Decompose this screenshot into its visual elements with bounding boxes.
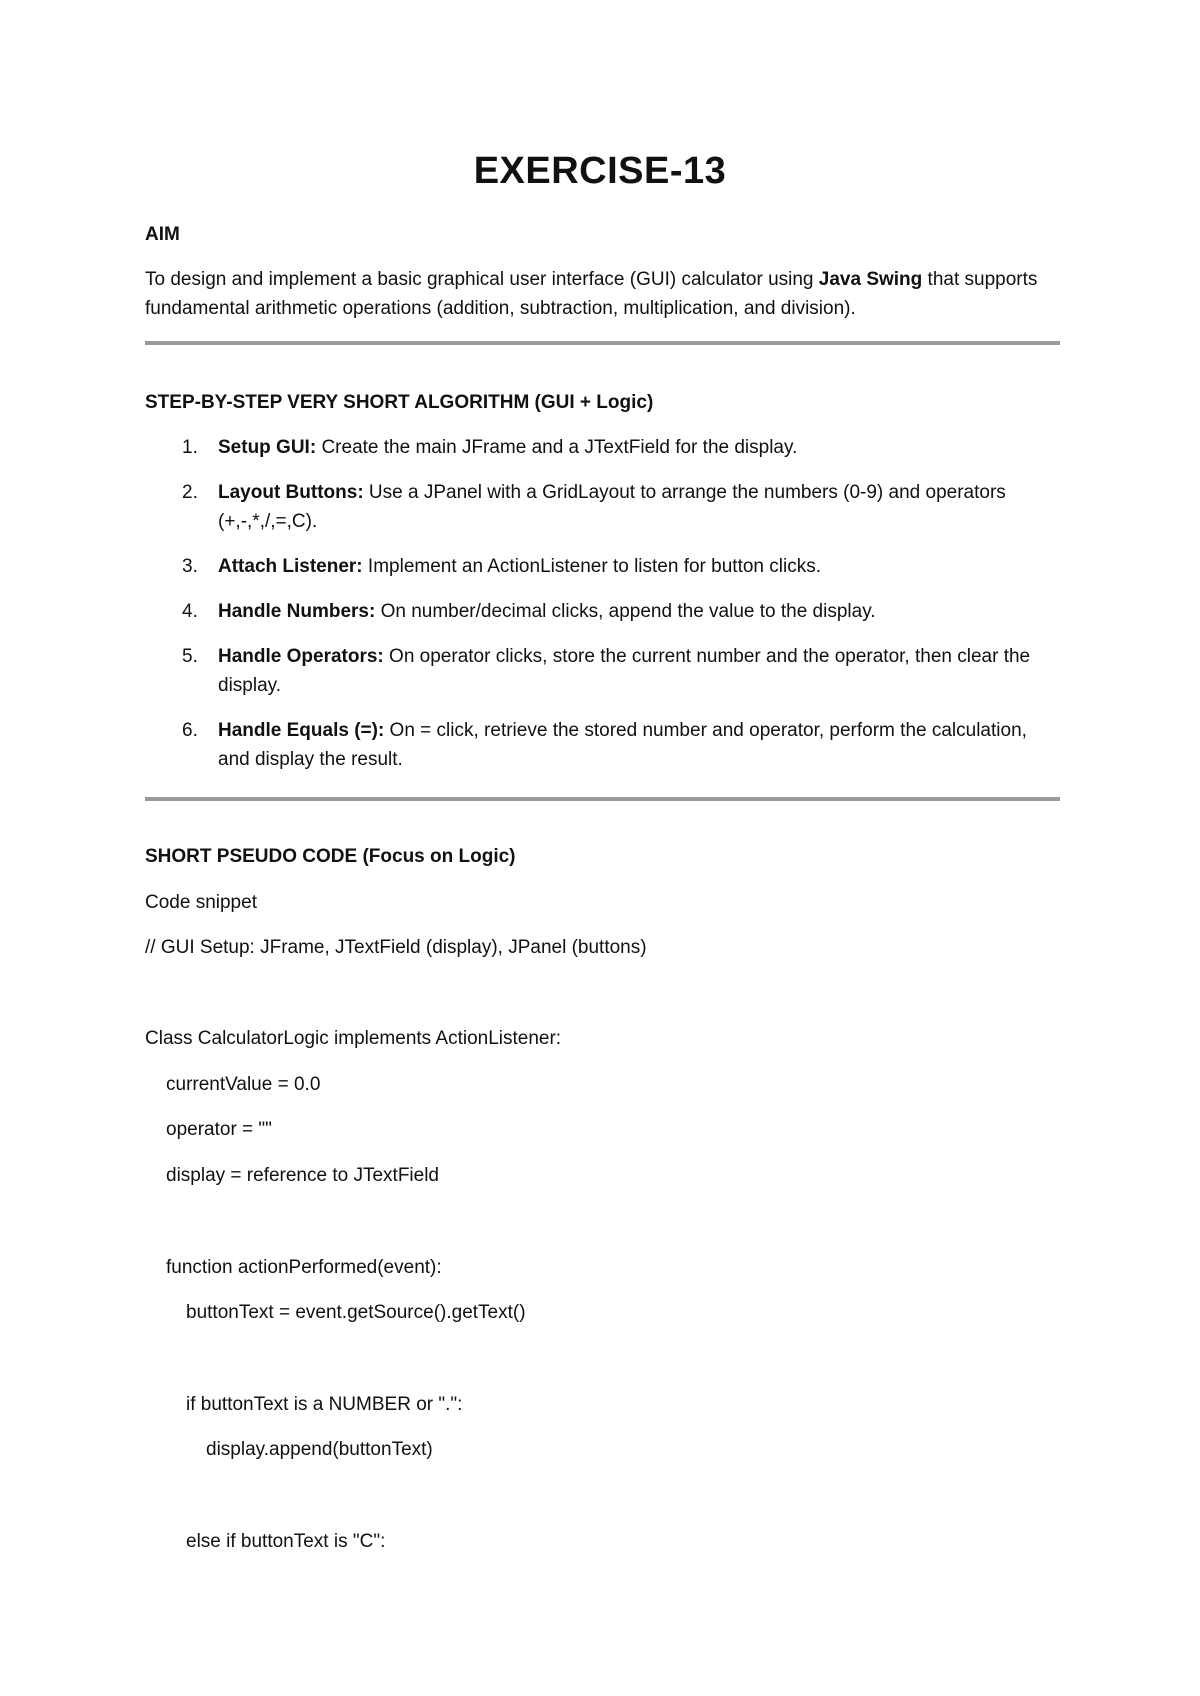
step-number: 1. — [182, 437, 198, 458]
step-text: Use a JPanel with a GridLayout to arrange the numbers (0-9) and operators (+,-,*,/,=,C). — [218, 482, 1006, 532]
pseudocode-heading: SHORT PSEUDO CODE (Focus on Logic) — [145, 846, 516, 867]
step-title: Setup GUI: — [218, 437, 317, 458]
algorithm-step — [145, 478, 1060, 536]
code-line: else if buttonText is "C": — [186, 1531, 386, 1552]
algorithm-heading: STEP-BY-STEP VERY SHORT ALGORITHM (GUI + Logic) — [145, 392, 654, 413]
code-line: display = reference to JTextField — [166, 1165, 439, 1186]
code-line: Class CalculatorLogic implements ActionListener: — [145, 1028, 562, 1049]
algorithm-step — [145, 433, 1060, 462]
step-title: Attach Listener: — [218, 556, 363, 577]
code-snippet-label: Code snippet — [145, 892, 257, 913]
code-line: operator = "" — [166, 1119, 272, 1140]
code-line: display.append(buttonText) — [206, 1439, 433, 1460]
step-number: 3. — [182, 556, 198, 577]
algorithm-step — [145, 716, 1060, 774]
step-text: Implement an ActionListener to listen for button clicks. — [362, 556, 821, 577]
aim-paragraph — [145, 265, 1055, 323]
code-line: if buttonText is a NUMBER or ".": — [186, 1394, 463, 1415]
step-text: On operator clicks, store the current number and the operator, then clear the display. — [218, 646, 1031, 696]
step-title: Handle Numbers: — [218, 601, 376, 622]
step-number: 2. — [182, 482, 198, 503]
code-line: // GUI Setup: JFrame, JTextField (display), JPanel (buttons) — [145, 937, 647, 958]
aim-heading: AIM — [145, 224, 180, 245]
document-title: EXERCISE-13 — [473, 150, 727, 192]
algorithm-step — [145, 552, 1060, 581]
algorithm-step — [145, 597, 1060, 626]
code-line: currentValue = 0.0 — [166, 1074, 321, 1095]
aim-text-before: To design and implement a basic graphical user interface (GUI) calculator using — [145, 269, 819, 290]
step-number: 5. — [182, 646, 198, 667]
step-title: Handle Equals (=): — [218, 720, 385, 741]
code-line: function actionPerformed(event): — [166, 1257, 442, 1278]
step-text: Create the main JFrame and a JTextField for the display. — [316, 437, 798, 458]
algorithm-step — [145, 642, 1060, 700]
aim-text-after: that supports fundamental arithmetic operations (addition, subtraction, multiplication, and division). — [145, 269, 1038, 319]
step-title: Layout Buttons: — [218, 482, 364, 503]
step-number: 6. — [182, 720, 198, 741]
step-text: On number/decimal clicks, append the value to the display. — [375, 601, 876, 622]
section-divider — [145, 341, 1060, 345]
code-line: buttonText = event.getSource().getText() — [186, 1302, 526, 1323]
step-title: Handle Operators: — [218, 646, 384, 667]
aim-text-bold: Java Swing — [818, 269, 923, 290]
step-number: 4. — [182, 601, 198, 622]
section-divider — [145, 797, 1060, 801]
step-text: On = click, retrieve the stored number and operator, perform the calculation, and display the result. — [218, 720, 1027, 770]
algorithm-steps — [145, 433, 1060, 790]
